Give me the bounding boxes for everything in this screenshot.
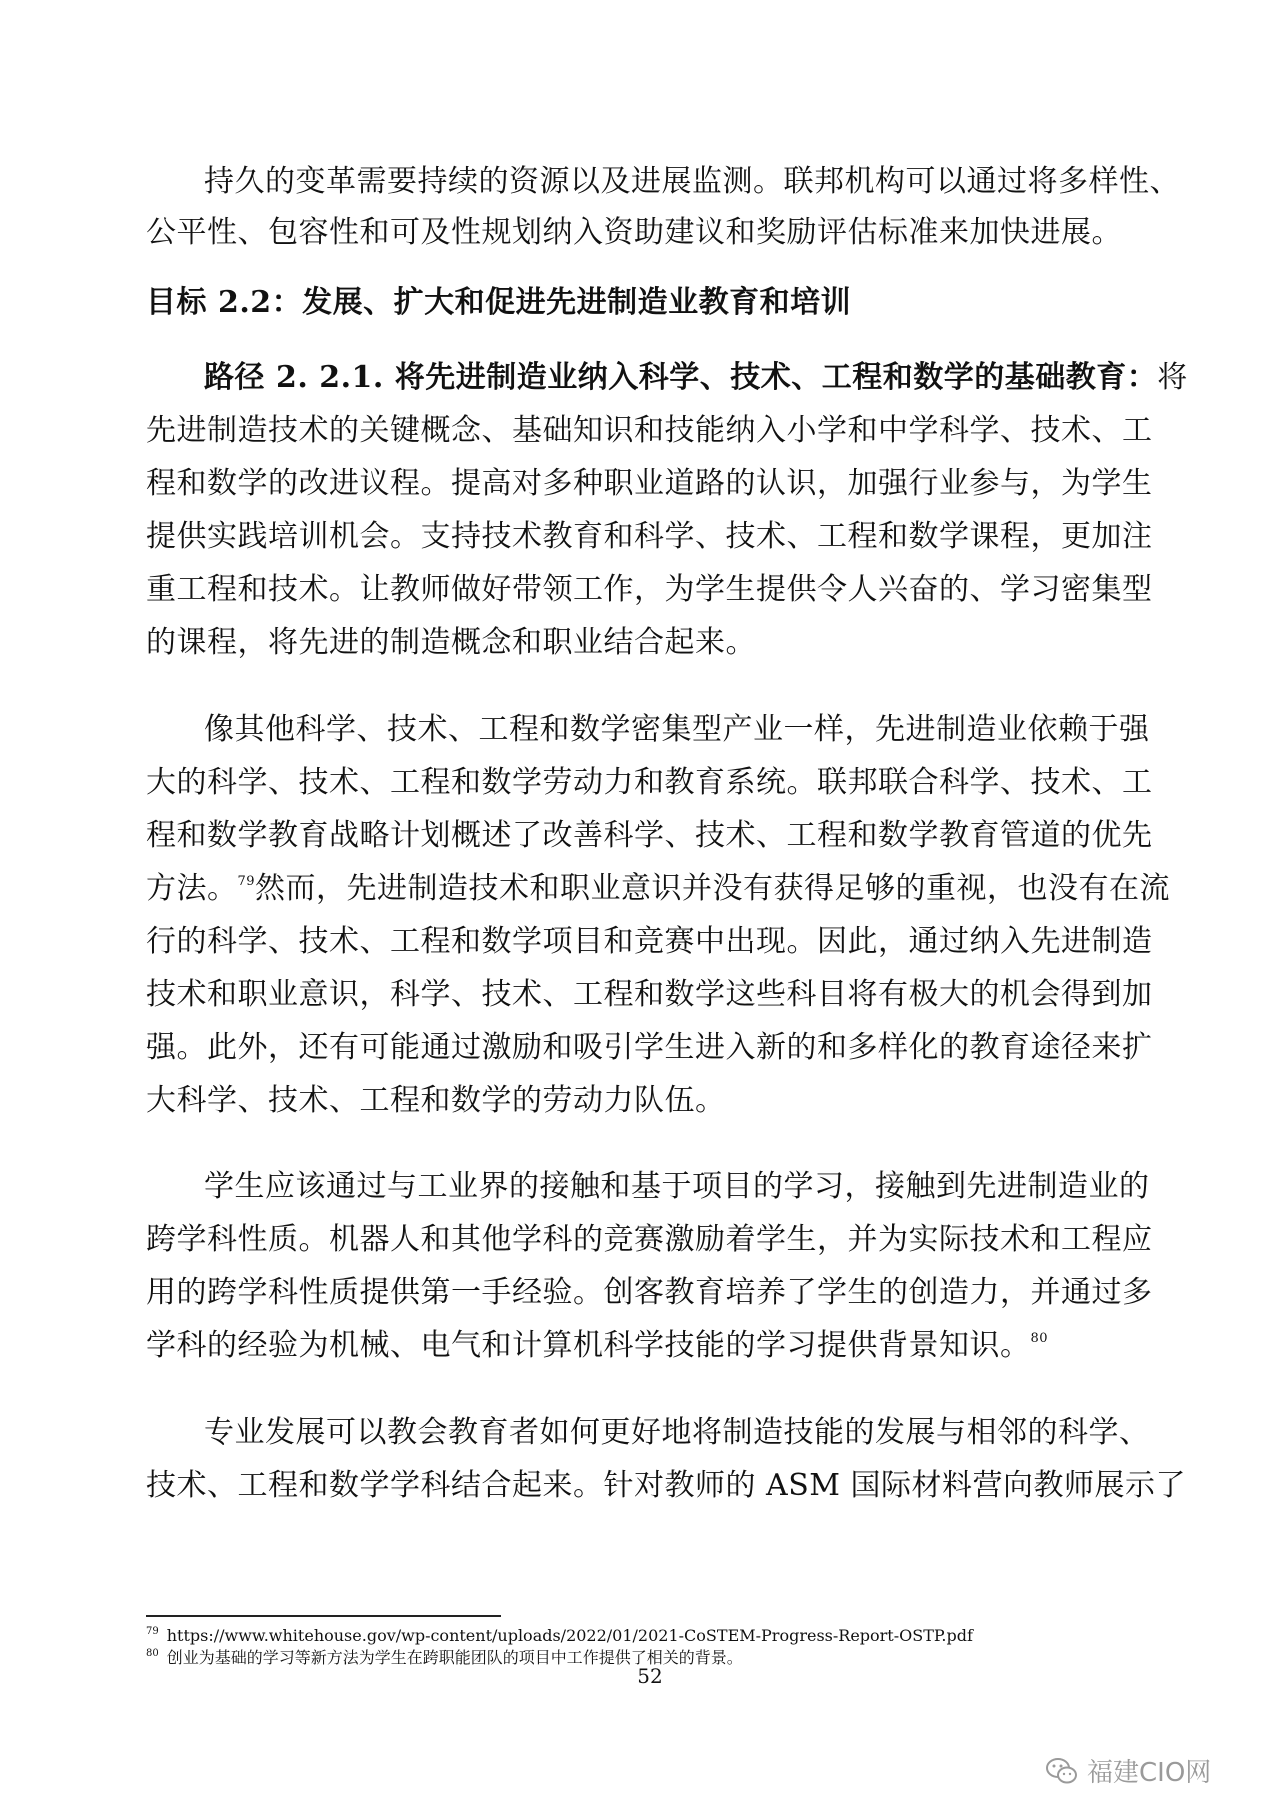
wechat-icon [1045,1756,1079,1786]
paragraph-2-line-2: 先进制造技术的关键概念、基础知识和技能纳入小学和中学科学、技术、工 [146,413,1153,448]
paragraph-2-line-1 [204,358,1188,398]
paragraph-4-line-4 [146,1326,1048,1366]
footnote-79-number: 79 [146,1626,159,1637]
footnote-divider [146,1615,501,1617]
paragraph-3-line-7: 强。此外，还有可能通过激励和吸引学生进入新的和多样化的教育途径来扩 [146,1030,1153,1065]
paragraph-1-line-1: 持久的变革需要持续的资源以及进展监测。联邦机构可以通过将多样性、 [204,164,1180,199]
paragraph-2-line-3: 程和数学的改进议程。提高对多种职业道路的认识，加强行业参与，为学生 [146,466,1153,501]
paragraph-2-line-6: 的课程，将先进的制造概念和职业结合起来。 [146,625,756,660]
paragraph-3-line-6: 技术和职业意识，科学、技术、工程和数学这些科目将有极大的机会得到加 [146,977,1153,1012]
paragraph-1-line-2: 公平性、包容性和可及性规划纳入资助建议和奖励评估标准来加快进展。 [146,215,1122,250]
footnote-80-text: 创业为基础的学习等新方法为学生在跨职能团队的项目中工作提供了相关的背景。 [166,1648,743,1667]
paragraph-4-line-4-text: 学科的经验为机械、电气和计算机科学技能的学习提供背景知识。 [146,1328,1031,1363]
footnote-79-link[interactable]: https://www.whitehouse.gov/wp-content/uploads/2022/01/2021-CoSTEM-Progress-Report-OSTP.pdf [166,1626,973,1645]
paragraph-5-line-2: 技术、工程和数学学科结合起来。针对教师的 ASM 国际材料营向教师展示了 [146,1468,1187,1503]
watermark-text: 福建CIO网 [1087,1758,1212,1788]
footnote-79 [146,1626,973,1646]
paragraph-5-line-1: 专业发展可以教会教育者如何更好地将制造技能的发展与相邻的科学、 [204,1415,1150,1450]
goal-heading: 目标 2.2：发展、扩大和促进先进制造业教育和培训 [146,285,852,320]
paragraph-2-line-5: 重工程和技术。让教师做好带领工作，为学生提供令人兴奋的、学习密集型 [146,572,1153,607]
page-number: 52 [637,1664,663,1688]
paragraph-3-line-2: 大的科学、技术、工程和数学劳动力和教育系统。联邦联合科学、技术、工 [146,765,1153,800]
paragraph-3-line-5: 行的科学、技术、工程和数学项目和竞赛中出现。因此，通过纳入先进制造 [146,924,1153,959]
paragraph-3-line-4-end: 然而，先进制造技术和职业意识并没有获得足够的重视，也没有在流 [255,871,1171,906]
paragraph-3-line-3: 程和数学教育战略计划概述了改善科学、技术、工程和数学教育管道的优先 [146,818,1153,853]
pathway-title: 路径 2. 2.1. 将先进制造业纳入科学、技术、工程和数学的基础教育： [204,360,1158,395]
paragraph-4-line-3: 用的跨学科性质提供第一手经验。创客教育培养了学生的创造力，并通过多 [146,1275,1153,1310]
footnote-ref-79: 79 [237,874,256,889]
footnote-80-number: 80 [146,1648,159,1659]
paragraph-4-line-2: 跨学科性质。机器人和其他学科的竞赛激励着学生，并为实际技术和工程应 [146,1222,1153,1257]
paragraph-3-line-1: 像其他科学、技术、工程和数学密集型产业一样，先进制造业依赖于强 [204,712,1150,747]
paragraph-3-line-4 [146,869,1170,909]
watermark [1045,1752,1211,1789]
paragraph-4-line-1: 学生应该通过与工业界的接触和基于项目的学习，接触到先进制造业的 [204,1169,1150,1204]
pathway-lead-text: 将 [1157,360,1188,395]
paragraph-3-line-4-start: 方法。 [146,871,238,906]
footnote-ref-80: 80 [1030,1331,1049,1346]
paragraph-3-line-8: 大科学、技术、工程和数学的劳动力队伍。 [146,1083,726,1118]
paragraph-2-line-4: 提供实践培训机会。支持技术教育和科学、技术、工程和数学课程，更加注 [146,519,1153,554]
